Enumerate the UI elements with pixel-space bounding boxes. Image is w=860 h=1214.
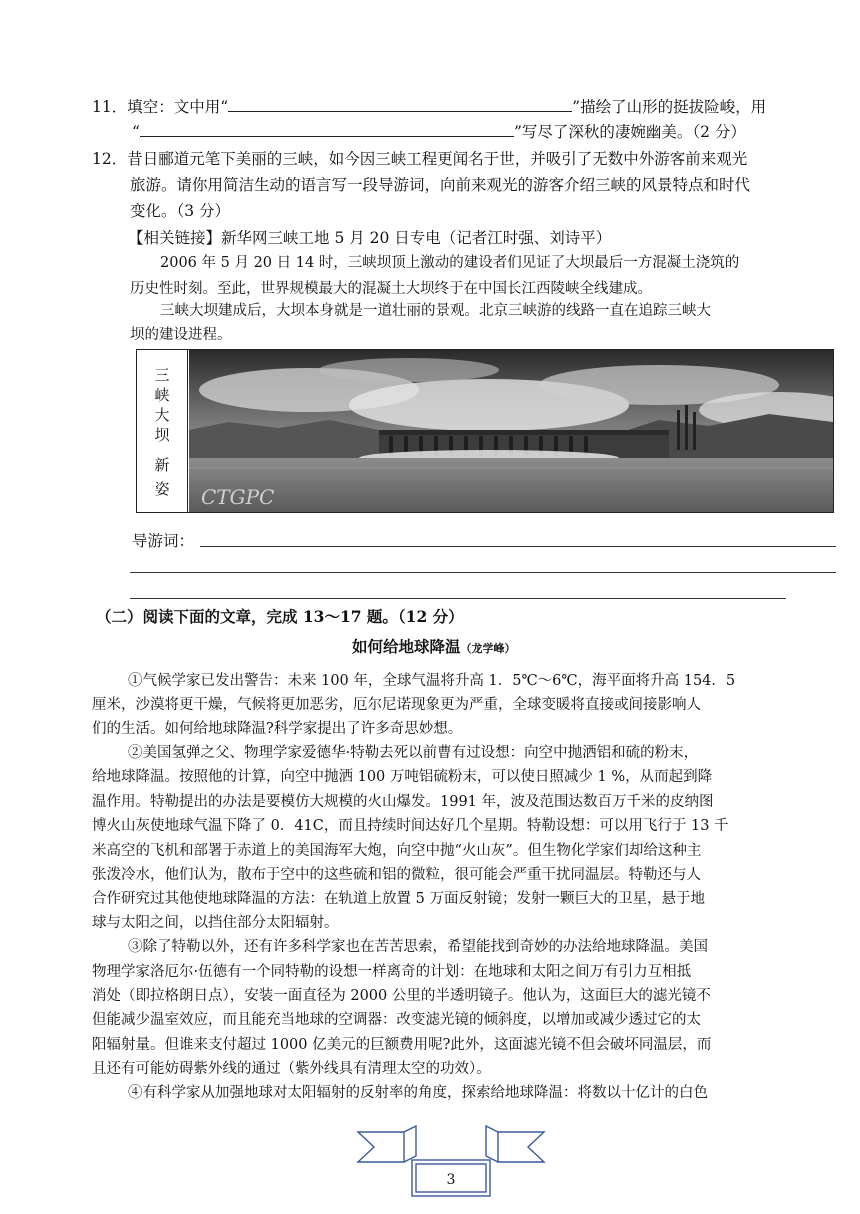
q11-suffix: ”描绘了山形的挺拔险峻，用 bbox=[572, 98, 767, 116]
article-line: 们的生活。如何给地球降温?科学家提出了许多奇思妙想。 bbox=[92, 721, 463, 737]
article-line: 米高空的飞机和部署于赤道上的美国海军大炮，向空中抛“火山灰”。但生物化学家们却给这种主 bbox=[92, 843, 702, 859]
q11-line2 bbox=[132, 121, 746, 143]
news-para2-line2: 坝的建设进程。 bbox=[130, 327, 232, 343]
caption-char: 三 bbox=[154, 366, 170, 384]
q11-line1 bbox=[92, 96, 766, 118]
article-line: 且还有可能妨碍紫外线的通过（紫外线具有清理太空的功效）。 bbox=[92, 1061, 491, 1077]
q11-line2-prefix: “ bbox=[132, 123, 140, 141]
article-line: 厘米，沙漠将更干燥，气候将更加恶劣，厄尔尼诺现象更为严重，全球变暖将直接或间接影响人 bbox=[92, 697, 701, 713]
news-para2-line1: 三峡大坝建成后，大坝本身就是一道壮丽的景观。北京三峡游的线路一直在追踪三峡大 bbox=[160, 303, 711, 319]
caption-char: 新 bbox=[154, 456, 170, 474]
article-line: ②美国氢弹之父、物理学家爱德华·特勒去死以前曹有过设想：向空中抛洒铝和硫的粉末， bbox=[128, 745, 699, 761]
photo-caption-vertical bbox=[137, 350, 188, 512]
page-number: 3 bbox=[446, 1172, 456, 1188]
q11-prefix: 11．填空：文中用“ bbox=[92, 98, 229, 116]
caption-char: 坝 bbox=[154, 426, 170, 444]
dam-photo-image bbox=[189, 350, 833, 512]
section-heading: （二）阅读下面的文章，完成 13～17 题。（12 分） bbox=[96, 607, 464, 626]
caption-char: 峡 bbox=[154, 386, 170, 404]
q11-blank-1[interactable] bbox=[228, 97, 572, 112]
q12-line2: 旅游。请你用简洁生动的语言写一段导游词，向前来观光的游客介绍三峡的风景特点和时代 bbox=[130, 176, 751, 194]
answer-line-1[interactable] bbox=[200, 546, 836, 547]
caption-char: 大 bbox=[154, 406, 170, 424]
article-line: ①气候学家已发出警告：未来 100 年，全球气温将升高 1．5℃～6℃，海平面将升高 154．5 bbox=[128, 673, 736, 689]
article-line: 物理学家洛厄尔·伍德有一个同特勒的设想一样离奇的计划：在地球和太阳之间万有引力互相抵 bbox=[92, 964, 692, 980]
article-line: ③除了特勒以外，还有许多科学家也在苦苦思索，希望能找到奇妙的办法给地球降温。美国 bbox=[128, 939, 708, 955]
article-title-wrap bbox=[352, 636, 516, 660]
caption-char: 姿 bbox=[154, 480, 170, 498]
q11-blank-2[interactable] bbox=[140, 122, 514, 137]
related-link bbox=[128, 227, 611, 249]
article-line: 博火山灰使地球气温下降了 0．41C，而且持续时间达好几个星期。特勒设想：可以用飞行于 13 千 bbox=[92, 818, 729, 834]
article-line: 合作研究过其他使地球降温的方法：在轨道上放置 5 万面反射镜；发射一颗巨大的卫星，悬于地 bbox=[92, 891, 705, 907]
article-line: 温作用。特勒提出的办法是要模仿大规模的火山爆发。1991 年，波及范围达数百万千米的皮纳图 bbox=[92, 794, 714, 810]
dam-photo-frame bbox=[136, 349, 834, 513]
answer-line-3[interactable] bbox=[130, 598, 786, 599]
article-author: （龙学峰） bbox=[460, 642, 516, 655]
news-para1-line1: 2006 年 5 月 20 日 14 时，三峡坝顶上激动的建设者们见证了大坝最后一方混凝土浇筑的 bbox=[160, 255, 740, 271]
related-link-label: 【相关链接】 bbox=[128, 229, 222, 247]
article-title: 如何给地球降温 bbox=[352, 637, 461, 656]
photo-watermark: CTGPC bbox=[201, 485, 275, 509]
news-para1-line2: 历史性时刻。至此，世界规模最大的混凝土大坝终于在中国长江西陵峡全线建成。 bbox=[130, 281, 652, 297]
related-link-text: 新华网三峡工地 5 月 20 日专电（记者江时强、刘诗平） bbox=[221, 229, 612, 247]
answer-line-2[interactable] bbox=[130, 572, 836, 573]
article-line: 消处（即拉格朗日点），安装一面直径为 2000 公里的半透明镜子。他认为，这面巨大的滤光镜不 bbox=[92, 988, 711, 1004]
article-line: 阳辐射量。但谁来支付超过 1000 亿美元的巨额费用呢?此外，这面滤光镜不但会破坏同温层，而 bbox=[92, 1037, 712, 1053]
guide-label: 导游词： bbox=[132, 532, 195, 550]
article-line: 球与太阳之间，以挡住部分太阳辐射。 bbox=[92, 915, 339, 931]
q12-line3: 变化。（3 分） bbox=[130, 202, 231, 220]
article-line: 但能减少温室效应，而且能充当地球的空调器：改变滤光镜的倾斜度，以增加或减少透过它的太 bbox=[92, 1012, 701, 1028]
three-gorges-dam-photo bbox=[189, 350, 833, 512]
article-line: ④有科学家从加强地球对太阳辐射的反射率的角度，探索给地球降温：将数以十亿计的白色 bbox=[128, 1085, 708, 1101]
q12-line1: 12．昔日郦道元笔下美丽的三峡，如今因三峡工程更闻名于世，并吸引了无数中外游客前来观光 bbox=[92, 150, 748, 168]
article-line: 给地球降温。按照他的计算，向空中抛洒 100 万吨铝硫粉末，可以使日照减少 1 %，从而起到降 bbox=[92, 769, 713, 785]
q11-line2-suffix: ”写尽了深秋的凄婉幽美。（2 分） bbox=[513, 123, 746, 141]
article-line: 张泼冷水，他们认为，散布于空中的这些硫和铝的微粒，很可能会严重干扰同温层。特勒还与人 bbox=[92, 867, 701, 883]
